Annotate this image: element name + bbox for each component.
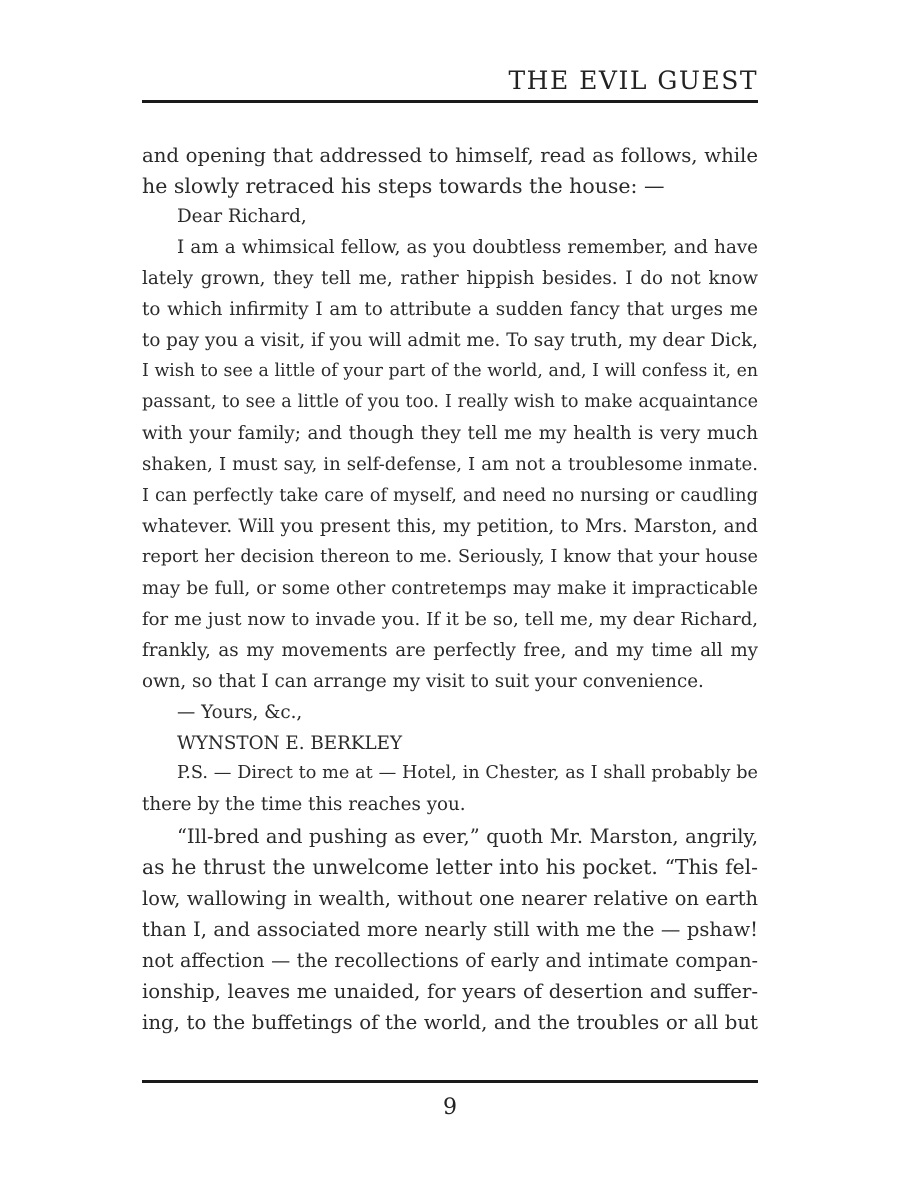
text-line: with your family; and though they tell me my health is very much: [142, 423, 758, 444]
text-line: may be full, or some other contretemps may make it impracticable: [142, 578, 758, 599]
text-line: ing, to the buffetings of the world, and the troubles or all but: [142, 1011, 758, 1034]
text-line: to pay you a visit, if you will admit me. To say truth, my dear Dick,: [142, 330, 758, 351]
letter-postscript: [142, 758, 758, 820]
text-line: not affection — the recollections of early and intimate compan-: [142, 949, 758, 972]
text-line: own, so that I can arrange my visit to suit your convenience.: [142, 671, 704, 692]
page-number: 9: [443, 1095, 457, 1120]
text-line: I am a whimsical fellow, as you doubtless remember, and have: [177, 237, 758, 258]
text-line: passant, to see a little of you too. I really wish to make acquaintance: [142, 392, 758, 412]
text-line: I can perfectly take care of myself, and need no nursing or caudling: [142, 485, 758, 506]
text-line: for me just now to invade you. If it be so, tell me, my dear Richard,: [142, 609, 758, 630]
text-line: he slowly retraced his steps towards the house: —: [142, 174, 665, 198]
letter-closing: [142, 697, 758, 759]
text-line: lately grown, they tell me, rather hippish besides. I do not know: [142, 268, 758, 289]
text-line: than I, and associated more nearly still with me the — pshaw!: [142, 918, 758, 941]
text-line: whatever. Will you present this, my petition, to Mrs. Marston, and: [142, 516, 758, 537]
header-rule: [142, 100, 758, 103]
letter-signature: WYNSTON E. BERKLEY: [177, 733, 403, 754]
text-line: “Ill-bred and pushing as ever,” quoth Mr. Marston, angrily,: [177, 825, 758, 848]
text-line: frankly, as my movements are perfectly free, and my time all my: [142, 640, 758, 661]
text-line: I wish to see a little of your part of the world, and, I will confess it, en: [142, 361, 758, 381]
text-line: ionship, leaves me unaided, for years of desertion and suffer-: [142, 980, 758, 1003]
narrative-paragraph: [142, 821, 758, 1038]
text-line: and opening that addressed to himself, read as follows, while: [142, 144, 758, 167]
text-line: shaken, I must say, in self-defense, I am not a troublesome inmate.: [142, 454, 758, 475]
letter-salutation: Dear Richard,: [177, 206, 307, 227]
letter-valediction: — Yours, &c.,: [177, 702, 303, 723]
text-line: P.S. — Direct to me at — Hotel, in Chester, as I shall probably be: [177, 763, 758, 783]
text-line: to which infirmity I am to attribute a sudden fancy that urges me: [142, 299, 758, 320]
text-line: as he thrust the unwelcome letter into his pocket. “This fel-: [142, 855, 758, 879]
text-line: low, wallowing in wealth, without one nearer relative on earth: [142, 887, 758, 910]
running-head-title: THE EVIL GUEST: [508, 66, 758, 95]
footer-rule: [142, 1080, 758, 1083]
text-line: report her decision thereon to me. Seriously, I know that your house: [142, 547, 758, 567]
intro-paragraph: [142, 140, 758, 202]
letter-body: [142, 201, 758, 697]
text-line: there by the time this reaches you.: [142, 794, 466, 815]
